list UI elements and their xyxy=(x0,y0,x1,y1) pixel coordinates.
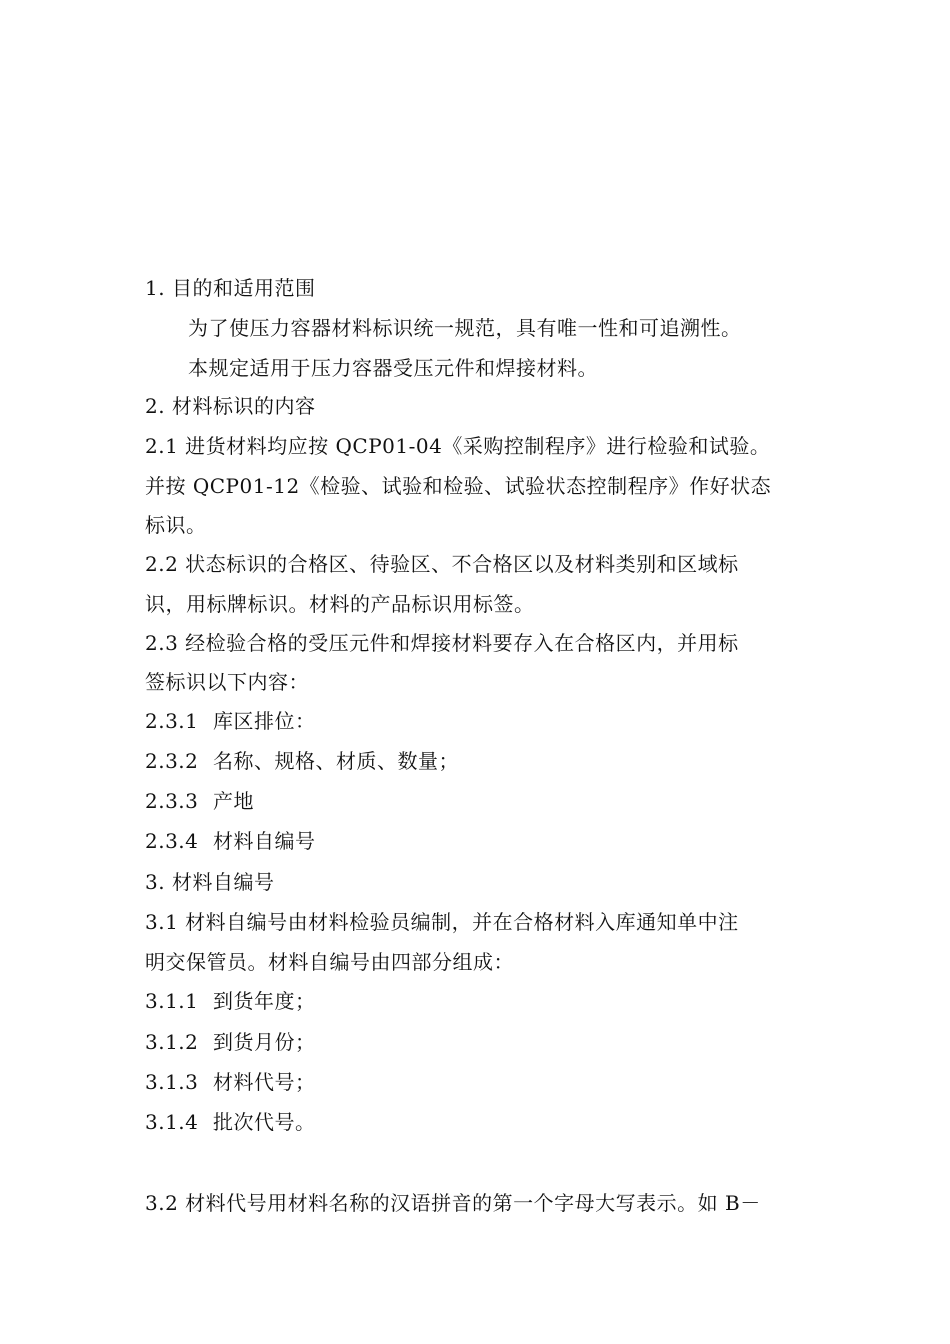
section-2-1-line-3: 标识。 xyxy=(145,513,207,537)
list-item-number: 3.1.2 xyxy=(145,1030,199,1054)
section-1-paragraph-purpose: 为了使压力容器材料标识统一规范，具有唯一性和可追溯性。 xyxy=(188,316,742,340)
list-item-text: 到货年度； xyxy=(213,989,316,1013)
list-item-text: 产地 xyxy=(213,789,254,813)
list-item-number: 3.1.4 xyxy=(145,1110,199,1134)
list-item xyxy=(145,707,815,735)
list-item-text: 库区排位： xyxy=(213,709,316,733)
section-3-1-line-1: 3.1 材料自编号由材料检验员编制，并在合格材料入库通知单中注 xyxy=(145,910,739,934)
list-item-text: 名称、规格、材质、数量； xyxy=(213,749,459,773)
section-1-heading: 1. 目的和适用范围 xyxy=(145,276,316,300)
list-item xyxy=(145,787,815,815)
list-item xyxy=(145,987,815,1015)
list-item-number: 3.1.1 xyxy=(145,989,199,1013)
section-3-2-line-1: 3.2 材料代号用材料名称的汉语拼音的第一个字母大写表示。如 B－ xyxy=(145,1191,761,1215)
list-item-number: 2.3.3 xyxy=(145,789,199,813)
section-3-1-line-2: 明交保管员。材料自编号由四部分组成： xyxy=(145,950,514,974)
list-item xyxy=(145,1068,815,1096)
list-item-text: 批次代号。 xyxy=(213,1110,316,1134)
section-2-heading: 2. 材料标识的内容 xyxy=(145,394,316,418)
list-item-number: 2.3.4 xyxy=(145,829,199,853)
list-item-number: 2.3.1 xyxy=(145,709,199,733)
list-item-text: 到货月份； xyxy=(213,1030,316,1054)
list-item xyxy=(145,827,815,855)
list-item-text: 材料自编号 xyxy=(213,829,316,853)
section-1-paragraph-scope: 本规定适用于压力容器受压元件和焊接材料。 xyxy=(188,356,598,380)
section-3-heading: 3. 材料自编号 xyxy=(145,870,275,894)
section-2-3-line-1: 2.3 经检验合格的受压元件和焊接材料要存入在合格区内，并用标 xyxy=(145,631,739,655)
section-2-1-line-2: 并按 QCP01-12《检验、试验和检验、试验状态控制程序》作好状态 xyxy=(145,474,772,498)
section-2-2-line-1: 2.2 状态标识的合格区、待验区、不合格区以及材料类别和区域标 xyxy=(145,552,739,576)
list-item-number: 2.3.2 xyxy=(145,749,199,773)
list-item-text: 材料代号； xyxy=(213,1070,316,1094)
list-item-number: 3.1.3 xyxy=(145,1070,199,1094)
list-item xyxy=(145,1108,815,1136)
section-2-3-line-2: 签标识以下内容： xyxy=(145,670,309,694)
list-item xyxy=(145,747,815,775)
section-2-2-line-2: 识，用标牌标识。材料的产品标识用标签。 xyxy=(145,592,535,616)
section-2-1-line-1: 2.1 进货材料均应按 QCP01-04《采购控制程序》进行检验和试验。 xyxy=(145,434,771,458)
list-item xyxy=(145,1028,815,1056)
